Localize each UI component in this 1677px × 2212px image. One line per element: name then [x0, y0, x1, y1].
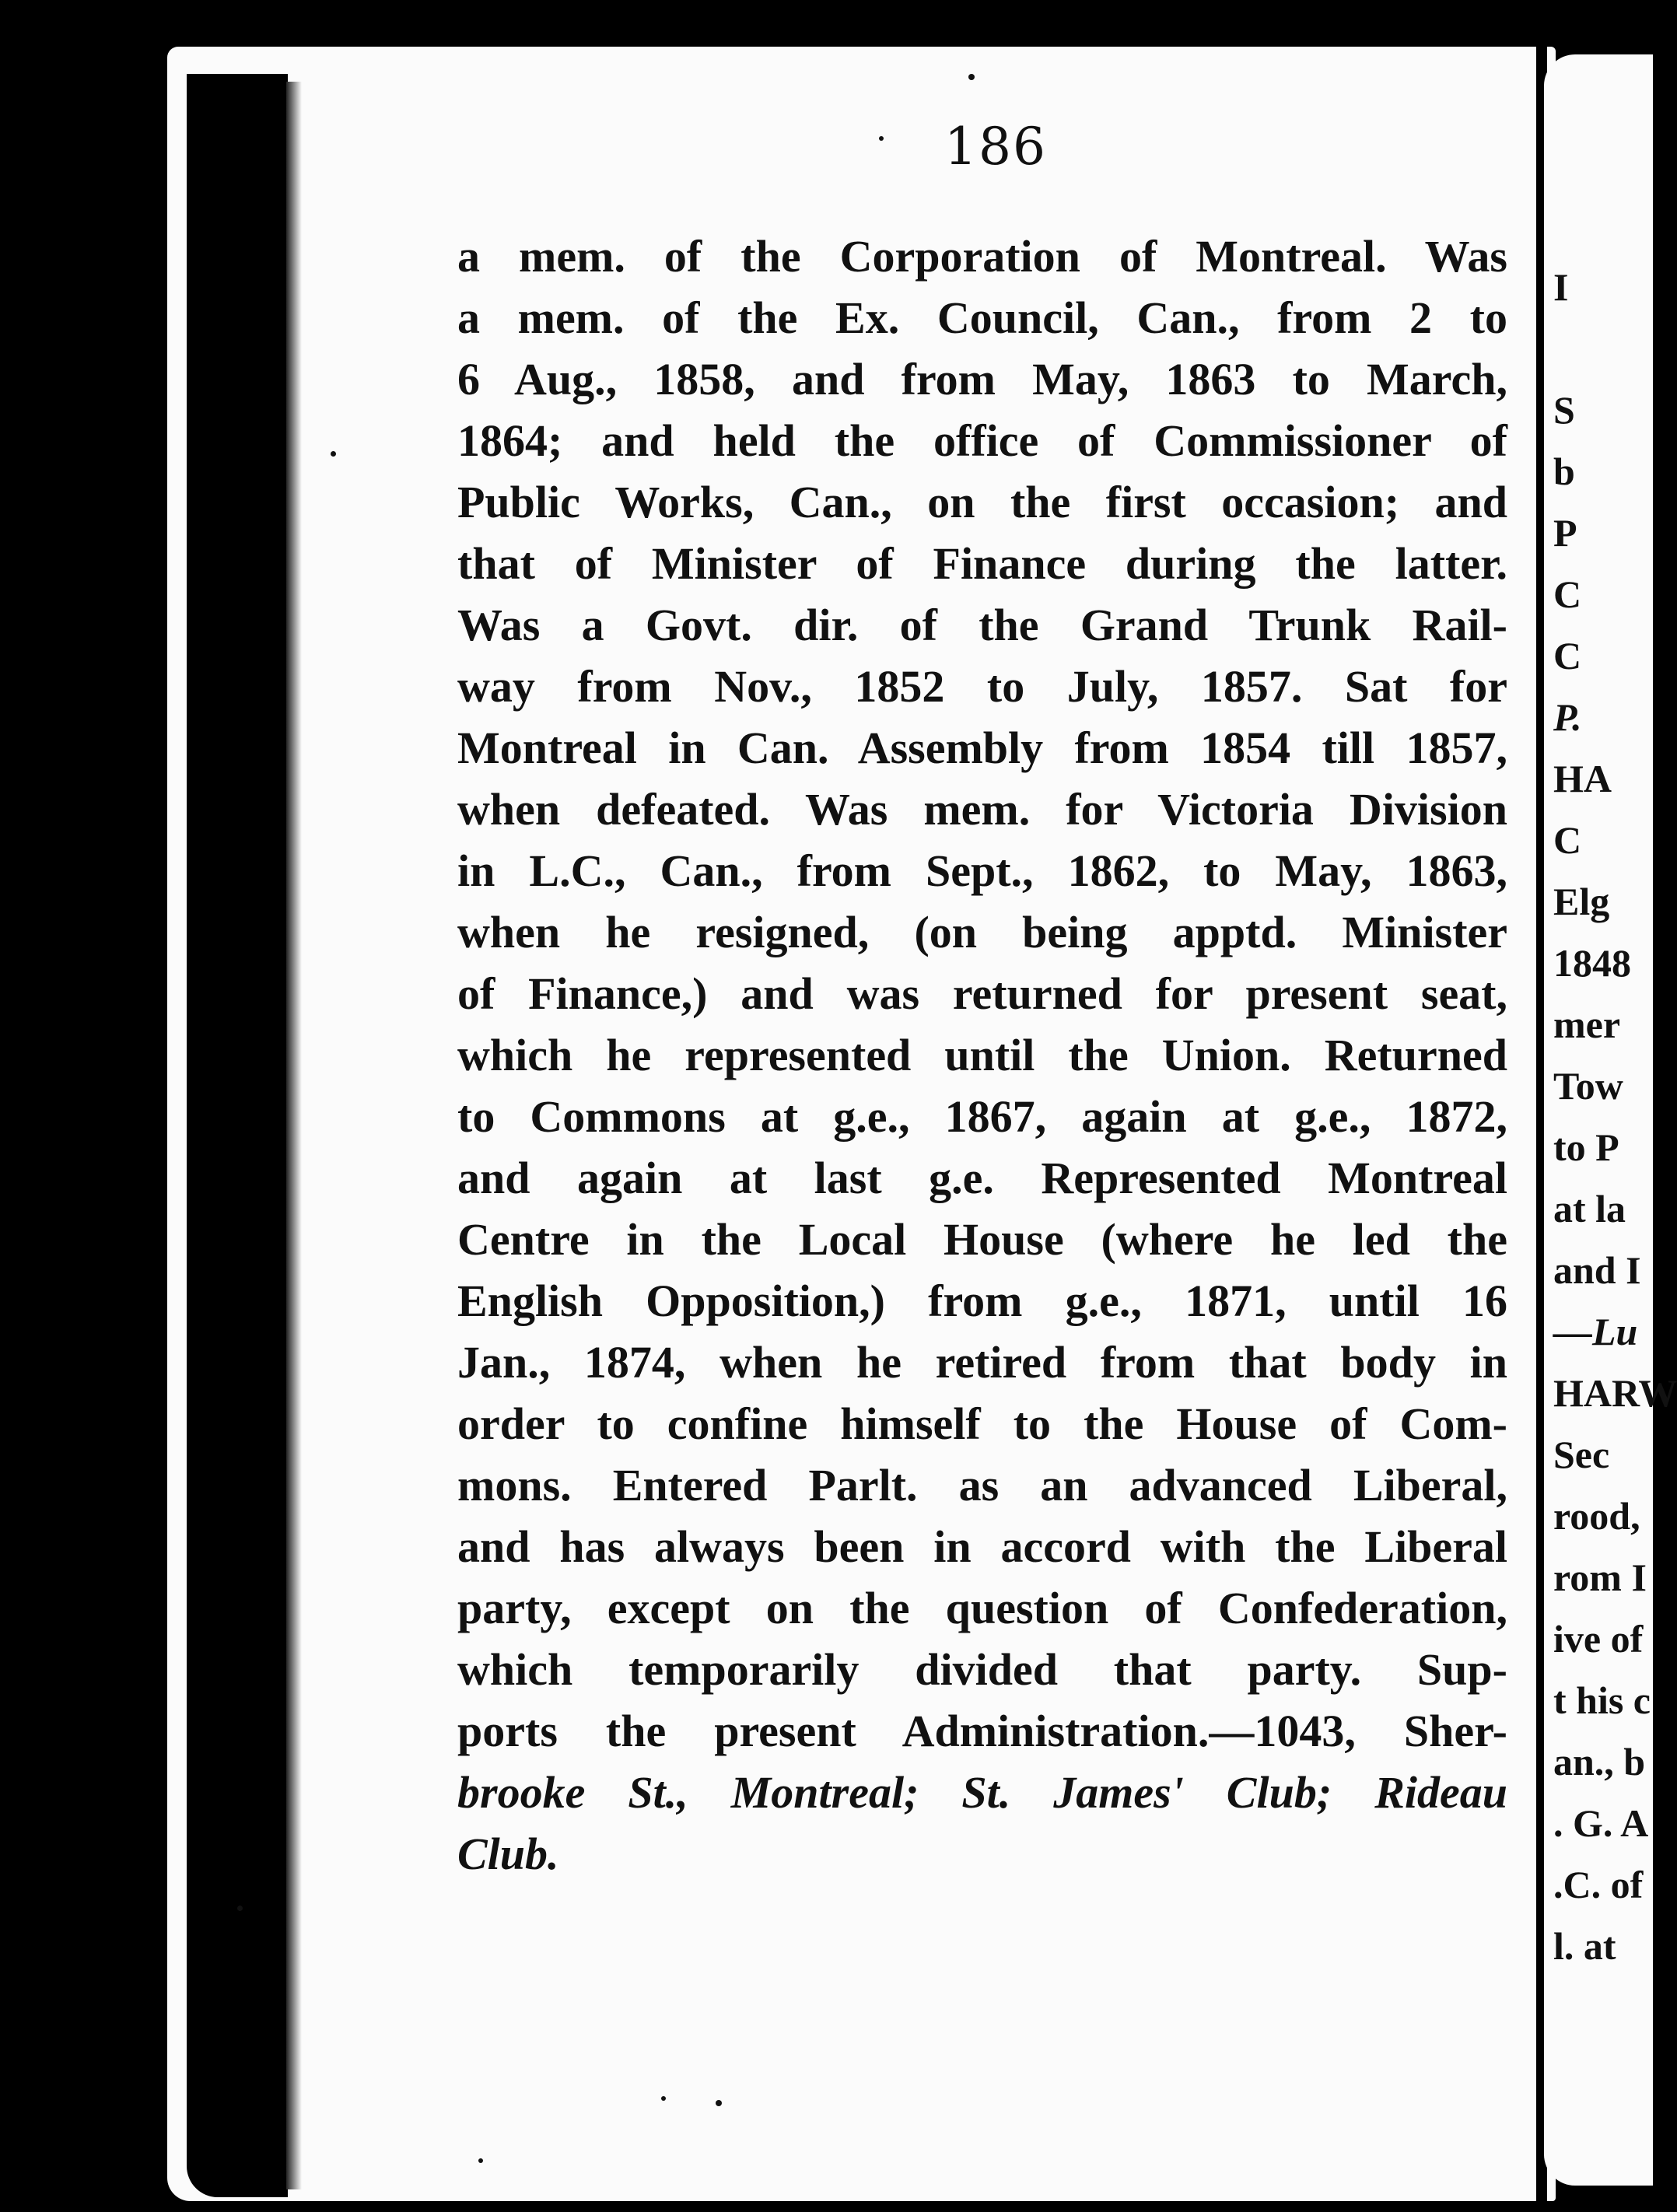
fragment-line: P: [1553, 511, 1577, 555]
fragment-line: at la: [1553, 1187, 1626, 1230]
text-line: a mem. of the Corporation of Montreal. Was: [457, 231, 1507, 282]
text-line: Jan., 1874, when he retired from that body in: [457, 1337, 1507, 1388]
text-line: and has always been in accord with the Liberal: [457, 1521, 1507, 1572]
fragment-line: . G. A: [1553, 1801, 1649, 1845]
text-line: Public Works, Can., on the first occasion; and: [457, 477, 1507, 527]
fragment-line: b: [1553, 450, 1575, 493]
text-line: which he represented until the Union. Returned: [457, 1030, 1507, 1080]
text-line: to Commons at g.e., 1867, again at g.e., 1872,: [457, 1091, 1507, 1142]
fragment-line: Tow: [1553, 1064, 1623, 1108]
fragment-line: .C. of: [1553, 1863, 1644, 1906]
fragment-line: I: [1553, 265, 1569, 309]
text-line: mons. Entered Parlt. as an advanced Liberal,: [457, 1460, 1507, 1510]
text-line: when he resigned, (on being apptd. Minister: [457, 907, 1507, 957]
fragment-line: C: [1553, 634, 1582, 677]
right-page: [1544, 54, 1677, 2186]
text-line: Was a Govt. dir. of the Grand Trunk Rail-: [457, 600, 1507, 650]
text-line: of Finance,) and was returned for present seat,: [457, 968, 1507, 1019]
text-line: party, except on the question of Confederation,: [457, 1583, 1507, 1633]
page-number: 186: [944, 117, 1047, 177]
text-line: in L.C., Can., from Sept., 1862, to May, 1863,: [457, 845, 1507, 896]
fragment-line: rood,: [1553, 1494, 1640, 1538]
speck: [716, 2100, 722, 2106]
speck: [237, 1906, 243, 1911]
fragment-line: C: [1553, 572, 1582, 616]
fragment-line: rom I: [1553, 1556, 1647, 1599]
text-line: 1864; and held the office of Commissioner of: [457, 415, 1507, 466]
text-line: and again at last g.e. Represented Montreal: [457, 1153, 1507, 1203]
fragment-line: S: [1553, 388, 1575, 432]
fragment-line: —Lu: [1553, 1310, 1638, 1353]
text-line: that of Minister of Finance during the latter.: [457, 538, 1507, 589]
speck: [661, 2096, 666, 2101]
text-line: Montreal in Can. Assembly from 1854 till 1857,: [457, 723, 1507, 773]
fragment-line: 1848: [1553, 941, 1631, 985]
fragment-line: to P: [1553, 1125, 1619, 1169]
fragment-line: HARW: [1553, 1371, 1677, 1415]
fragment-line: an., b: [1553, 1740, 1646, 1783]
speck: [879, 136, 884, 141]
text-line: which temporarily divided that party. Sup-: [457, 1644, 1507, 1695]
next-page-fragments: [1553, 257, 1677, 1977]
speck: [331, 451, 336, 457]
text-line: when defeated. Was mem. for Victoria Division: [457, 784, 1507, 835]
fragment-line: P.: [1553, 695, 1582, 739]
text-line: Centre in the Local House (where he led the: [457, 1214, 1507, 1265]
fragment-line: mer: [1553, 1003, 1621, 1046]
fragment-line: [1553, 318, 1677, 380]
gutter-shadow: [187, 74, 288, 2197]
fragment-line: Sec: [1553, 1433, 1610, 1476]
text-line: ports the present Administration.—1043, Sher-: [457, 1706, 1507, 1756]
fragment-line: ive of: [1553, 1617, 1644, 1661]
gutter-fade: [286, 82, 302, 2189]
fragment-line: Elg: [1553, 880, 1610, 923]
text-line: Club.: [457, 1829, 559, 1879]
text-line: order to confine himself to the House of Com-: [457, 1398, 1507, 1449]
text-line: English Opposition,) from g.e., 1871, until 16: [457, 1276, 1507, 1326]
text-line: 6 Aug., 1858, and from May, 1863 to March,: [457, 354, 1507, 404]
fragment-line: t his c: [1553, 1678, 1651, 1722]
fragment-line: HA: [1553, 757, 1612, 800]
fragment-line: C: [1553, 818, 1582, 862]
fragment-line: and I: [1553, 1248, 1641, 1292]
text-line: brooke St., Montreal; St. James' Club; Rideau: [457, 1767, 1507, 1818]
speck: [968, 74, 975, 80]
body-text: [457, 226, 1507, 1885]
fragment-line: l. at: [1553, 1924, 1616, 1968]
text-line: a mem. of the Ex. Council, Can., from 2 to: [457, 292, 1507, 343]
text-line: way from Nov., 1852 to July, 1857. Sat for: [457, 661, 1507, 712]
speck: [478, 2158, 483, 2163]
